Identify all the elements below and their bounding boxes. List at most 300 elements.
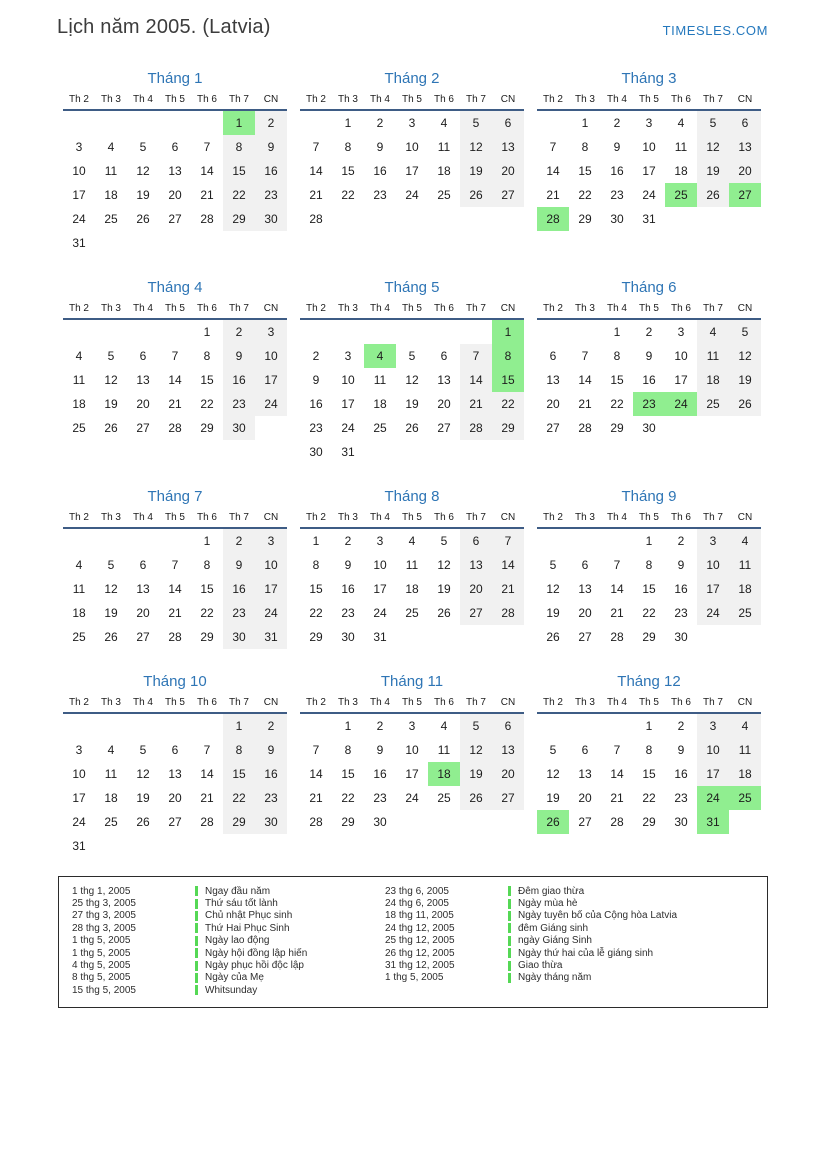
day-cell — [601, 714, 633, 738]
day-cell: 24 — [697, 786, 729, 810]
day-cell: 3 — [376, 534, 384, 548]
day-cell — [665, 416, 697, 440]
day-cell: 25 — [72, 630, 86, 644]
months-grid — [63, 70, 763, 858]
day-cell: 19 — [104, 397, 118, 411]
weekday-label: Th 3 — [337, 512, 358, 523]
month-title-link[interactable]: Tháng 2 — [384, 70, 440, 87]
legend-item — [72, 959, 385, 971]
day-cell: 6 — [492, 111, 524, 135]
day-cell — [460, 810, 492, 834]
day-cell: 18 — [729, 762, 761, 786]
week-row — [63, 577, 287, 601]
legend-date: 4 thg 5, 2005 — [72, 960, 131, 972]
weekday-label: Th 2 — [68, 303, 89, 314]
day-cell: 23 — [255, 183, 287, 207]
day-cell: 21 — [309, 791, 323, 805]
weekday-label: Th 7 — [702, 697, 723, 708]
day-cell: 16 — [223, 368, 255, 392]
day-cell — [460, 440, 492, 464]
week-row — [63, 553, 287, 577]
day-cell: 14 — [610, 767, 624, 781]
legend-holiday-name: Chủ nhật Phục sinh — [205, 910, 293, 922]
weekday-label: Th 7 — [465, 512, 486, 523]
day-cell: 24 — [255, 392, 287, 416]
week-row — [63, 231, 287, 255]
day-cell: 6 — [581, 558, 589, 572]
weekday-label: Th 3 — [574, 303, 595, 314]
day-cell: 19 — [697, 159, 729, 183]
legend-date: 27 thg 3, 2005 — [72, 910, 136, 922]
day-cell: 22 — [223, 183, 255, 207]
day-cell: 21 — [168, 397, 182, 411]
day-cell: 8 — [203, 558, 211, 572]
day-cell: 31 — [72, 236, 86, 250]
day-cell: 30 — [674, 630, 688, 644]
holiday-marker-bar — [195, 936, 198, 946]
week-row — [537, 416, 761, 440]
weekday-label: Th 6 — [670, 512, 691, 523]
day-cell: 15 — [492, 368, 524, 392]
month-title-link[interactable]: Tháng 6 — [621, 279, 677, 296]
day-cell: 9 — [223, 553, 255, 577]
day-cell: 20 — [546, 397, 560, 411]
day-cell: 6 — [460, 529, 492, 553]
week-row — [63, 392, 287, 416]
day-cell: 3 — [408, 719, 416, 733]
day-cell: 27 — [168, 212, 182, 226]
day-cell: 2 — [677, 719, 685, 733]
legend-date: 24 thg 6, 2005 — [385, 898, 449, 910]
day-cell — [460, 625, 492, 649]
weekday-header-row — [63, 302, 287, 320]
legend-holiday-name: Đêm giao thừa — [518, 885, 585, 897]
day-cell: 1 — [223, 714, 255, 738]
month-10 — [63, 673, 287, 858]
legend-item — [385, 935, 761, 947]
day-cell: 19 — [729, 368, 761, 392]
day-cell — [697, 416, 729, 440]
day-cell: 3 — [75, 140, 83, 154]
legend-holiday-name: Ngay đầu năm — [205, 885, 271, 897]
holiday-marker-bar — [195, 923, 198, 933]
day-cell: 8 — [223, 135, 255, 159]
day-cell: 12 — [546, 767, 560, 781]
month-title-link[interactable]: Tháng 4 — [147, 279, 203, 296]
day-cell: 8 — [492, 344, 524, 368]
weekday-label: Th 2 — [542, 303, 563, 314]
weekday-label: Th 2 — [305, 94, 326, 105]
day-cell: 7 — [549, 140, 557, 154]
day-cell: 29 — [200, 630, 214, 644]
day-cell: 14 — [492, 553, 524, 577]
weekday-label: Th 6 — [433, 697, 454, 708]
day-cell: 7 — [203, 140, 211, 154]
day-cell: 4 — [440, 719, 448, 733]
weekday-label: Th 5 — [638, 94, 659, 105]
day-cell: 18 — [428, 762, 460, 786]
day-cell: 13 — [546, 373, 560, 387]
day-cell: 1 — [223, 111, 255, 135]
day-cell: 17 — [697, 762, 729, 786]
day-cell: 14 — [460, 368, 492, 392]
holiday-marker-bar — [195, 985, 198, 995]
day-cell: 11 — [72, 582, 86, 596]
day-cell: 28 — [537, 207, 569, 231]
day-cell: 4 — [729, 529, 761, 553]
day-cell: 16 — [642, 373, 656, 387]
day-cell — [127, 834, 159, 858]
day-cell: 17 — [72, 188, 86, 202]
day-cell — [492, 810, 524, 834]
legend-item — [72, 922, 385, 934]
day-cell: 25 — [697, 392, 729, 416]
weekday-label: Th 3 — [337, 303, 358, 314]
day-cell: 1 — [581, 116, 589, 130]
week-row — [300, 440, 524, 464]
legend-date: 18 thg 11, 2005 — [385, 910, 454, 922]
day-cell: 7 — [613, 743, 621, 757]
day-cell: 9 — [312, 373, 320, 387]
day-cell — [428, 320, 460, 344]
day-cell: 14 — [200, 767, 214, 781]
weekday-label: Th 3 — [100, 303, 121, 314]
day-cell: 8 — [312, 558, 320, 572]
week-row — [63, 183, 287, 207]
weekday-header-row — [63, 93, 287, 111]
day-cell: 9 — [677, 743, 685, 757]
day-cell: 17 — [405, 767, 419, 781]
day-cell — [697, 207, 729, 231]
weekday-label: Th 3 — [574, 94, 595, 105]
day-cell: 20 — [492, 159, 524, 183]
weekday-label: Th 6 — [433, 303, 454, 314]
day-cell: 21 — [309, 188, 323, 202]
week-row — [537, 368, 761, 392]
day-cell — [63, 320, 95, 344]
day-cell — [95, 714, 127, 738]
day-cell: 7 — [171, 558, 179, 572]
weekday-header-row — [537, 511, 761, 529]
day-cell: 10 — [72, 767, 86, 781]
day-cell: 22 — [341, 791, 355, 805]
day-cell — [428, 440, 460, 464]
day-cell — [396, 207, 428, 231]
week-row — [537, 601, 761, 625]
day-cell — [729, 207, 761, 231]
week-row — [300, 810, 524, 834]
holiday-marker-bar — [508, 899, 511, 909]
day-cell: 9 — [223, 344, 255, 368]
day-cell: 17 — [674, 373, 688, 387]
day-cell: 29 — [642, 815, 656, 829]
day-cell: 23 — [309, 421, 323, 435]
brand-link[interactable]: TIMESLES.COM — [662, 23, 768, 38]
day-cell: 18 — [437, 164, 451, 178]
weekday-label: Th 3 — [100, 94, 121, 105]
day-cell: 29 — [223, 810, 255, 834]
weekday-label: Th 5 — [638, 512, 659, 523]
weekday-label: Th 2 — [542, 512, 563, 523]
day-cell: 21 — [200, 188, 214, 202]
weekday-label: CN — [500, 303, 516, 314]
legend-item — [385, 959, 761, 971]
day-cell: 7 — [312, 743, 320, 757]
month-title-link[interactable]: Tháng 11 — [380, 673, 444, 690]
day-cell: 18 — [697, 368, 729, 392]
week-row — [537, 553, 761, 577]
day-cell: 2 — [613, 116, 621, 130]
legend-holiday-name: Ngày tháng năm — [518, 972, 592, 984]
month-title-link[interactable]: Tháng 12 — [617, 673, 681, 690]
day-cell: 26 — [729, 392, 761, 416]
day-cell: 13 — [578, 767, 592, 781]
month-title-link[interactable]: Tháng 7 — [147, 488, 203, 505]
day-cell: 3 — [344, 349, 352, 363]
day-cell — [428, 625, 460, 649]
day-cell: 28 — [200, 212, 214, 226]
day-cell: 8 — [344, 140, 352, 154]
month-title-link[interactable]: Tháng 9 — [621, 488, 677, 505]
day-cell: 4 — [408, 534, 416, 548]
week-row — [537, 183, 761, 207]
day-cell: 8 — [203, 349, 211, 363]
day-cell: 8 — [645, 558, 653, 572]
day-cell: 9 — [376, 140, 384, 154]
day-cell: 22 — [200, 397, 214, 411]
day-cell: 7 — [171, 349, 179, 363]
day-cell: 24 — [72, 212, 86, 226]
holiday-marker-bar — [195, 973, 198, 983]
day-cell: 4 — [364, 344, 396, 368]
weekday-label: CN — [263, 94, 279, 105]
day-cell — [569, 529, 601, 553]
day-cell: 3 — [75, 743, 83, 757]
legend-holiday-name: Thứ Hai Phục Sinh — [205, 922, 290, 934]
weekday-label: Th 3 — [337, 697, 358, 708]
day-cell — [396, 625, 428, 649]
month-8 — [300, 488, 524, 649]
day-cell: 21 — [546, 188, 560, 202]
weekday-label: Th 5 — [164, 303, 185, 314]
legend-date: 24 thg 12, 2005 — [385, 922, 455, 934]
day-cell: 5 — [139, 743, 147, 757]
day-cell: 12 — [136, 767, 150, 781]
day-cell: 19 — [460, 762, 492, 786]
day-cell: 10 — [697, 553, 729, 577]
legend-item — [385, 910, 761, 922]
weekday-label: Th 5 — [164, 94, 185, 105]
page-title: Lịch năm 2005. (Latvia) — [57, 16, 271, 38]
day-cell — [332, 320, 364, 344]
day-cell: 7 — [460, 344, 492, 368]
day-cell — [223, 231, 255, 255]
holiday-marker-bar — [508, 923, 511, 933]
day-cell: 28 — [460, 416, 492, 440]
day-cell: 5 — [549, 743, 557, 757]
weekday-label: Th 6 — [670, 697, 691, 708]
weekday-label: Th 4 — [132, 697, 153, 708]
day-cell: 28 — [200, 815, 214, 829]
weekday-label: Th 4 — [606, 303, 627, 314]
week-row — [537, 810, 761, 834]
legend-item — [72, 897, 385, 909]
day-cell: 17 — [373, 582, 387, 596]
day-cell: 29 — [610, 421, 624, 435]
weekday-header-row — [63, 696, 287, 714]
day-cell: 27 — [492, 786, 524, 810]
day-cell — [191, 834, 223, 858]
day-cell: 4 — [107, 743, 115, 757]
day-cell: 8 — [613, 349, 621, 363]
day-cell: 27 — [136, 421, 150, 435]
day-cell — [159, 714, 191, 738]
day-cell: 25 — [104, 815, 118, 829]
day-cell: 29 — [578, 212, 592, 226]
month-title-link[interactable]: Tháng 8 — [384, 488, 440, 505]
day-cell — [569, 714, 601, 738]
day-cell: 14 — [610, 582, 624, 596]
day-cell: 26 — [697, 183, 729, 207]
weekday-label: Th 6 — [196, 94, 217, 105]
day-cell: 13 — [168, 164, 182, 178]
holiday-marker-bar — [508, 911, 511, 921]
day-cell: 15 — [341, 164, 355, 178]
day-cell: 20 — [578, 606, 592, 620]
week-row — [300, 762, 524, 786]
day-cell: 5 — [107, 349, 115, 363]
day-cell: 21 — [578, 397, 592, 411]
month-title-link[interactable]: Tháng 10 — [143, 673, 207, 690]
legend-holiday-name: ngày Giáng Sinh — [518, 935, 592, 947]
day-cell — [537, 714, 569, 738]
weekday-label: Th 5 — [164, 697, 185, 708]
day-cell: 10 — [697, 738, 729, 762]
weekday-label: Th 4 — [606, 697, 627, 708]
day-cell: 12 — [104, 373, 118, 387]
weekday-label: Th 2 — [542, 94, 563, 105]
day-cell — [364, 440, 396, 464]
day-cell: 5 — [460, 714, 492, 738]
month-title-link[interactable]: Tháng 3 — [621, 70, 677, 87]
day-cell: 29 — [200, 421, 214, 435]
day-cell: 27 — [546, 421, 560, 435]
day-cell: 20 — [168, 791, 182, 805]
weekday-label: Th 4 — [369, 303, 390, 314]
day-cell — [396, 810, 428, 834]
day-cell: 30 — [674, 815, 688, 829]
legend-column — [72, 885, 385, 997]
day-cell: 10 — [405, 140, 419, 154]
weekday-label: Th 5 — [638, 303, 659, 314]
week-row — [300, 625, 524, 649]
day-cell: 12 — [104, 582, 118, 596]
day-cell — [729, 625, 761, 649]
weekday-label: Th 3 — [337, 94, 358, 105]
day-cell: 6 — [549, 349, 557, 363]
day-cell: 17 — [341, 397, 355, 411]
day-cell: 20 — [437, 397, 451, 411]
holiday-marker-bar — [195, 886, 198, 896]
day-cell: 31 — [72, 839, 86, 853]
day-cell: 11 — [729, 553, 761, 577]
day-cell: 26 — [136, 212, 150, 226]
weekday-label: Th 7 — [465, 303, 486, 314]
week-row — [63, 320, 287, 344]
day-cell: 13 — [136, 582, 150, 596]
day-cell: 27 — [460, 601, 492, 625]
week-row — [63, 368, 287, 392]
day-cell: 21 — [460, 392, 492, 416]
day-cell: 24 — [697, 601, 729, 625]
legend-date: 1 thg 5, 2005 — [385, 972, 444, 984]
day-cell: 5 — [408, 349, 416, 363]
day-cell: 15 — [309, 582, 323, 596]
weekday-label: Th 2 — [542, 697, 563, 708]
holiday-marker-bar — [508, 886, 511, 896]
day-cell: 27 — [578, 630, 592, 644]
day-cell: 25 — [729, 601, 761, 625]
weekday-label: Th 6 — [196, 512, 217, 523]
day-cell: 24 — [405, 188, 419, 202]
day-cell: 25 — [437, 791, 451, 805]
weekday-label: Th 6 — [196, 697, 217, 708]
legend-holiday-name: Thứ sáu tốt lành — [205, 898, 278, 910]
day-cell: 26 — [104, 630, 118, 644]
day-cell: 14 — [168, 582, 182, 596]
legend-date: 25 thg 3, 2005 — [72, 898, 136, 910]
holiday-marker-bar — [195, 911, 198, 921]
legend-item — [72, 935, 385, 947]
week-row — [63, 714, 287, 738]
day-cell: 10 — [255, 344, 287, 368]
week-row — [537, 111, 761, 135]
week-row — [300, 159, 524, 183]
holiday-marker-bar — [508, 973, 511, 983]
week-row — [537, 135, 761, 159]
day-cell — [601, 529, 633, 553]
weekday-label: Th 3 — [574, 697, 595, 708]
legend-holiday-name: Whitsunday — [205, 984, 258, 996]
month-12 — [537, 673, 761, 834]
day-cell: 22 — [309, 606, 323, 620]
week-row — [537, 320, 761, 344]
day-cell: 9 — [376, 743, 384, 757]
day-cell: 5 — [549, 558, 557, 572]
day-cell: 9 — [255, 135, 287, 159]
weekday-label: CN — [263, 697, 279, 708]
day-cell: 3 — [255, 529, 287, 553]
day-cell: 23 — [674, 791, 688, 805]
month-title-link[interactable]: Tháng 5 — [384, 279, 440, 296]
weekday-label: Th 6 — [433, 512, 454, 523]
day-cell: 11 — [104, 164, 118, 178]
day-cell: 9 — [645, 349, 653, 363]
day-cell: 30 — [309, 445, 323, 459]
day-cell: 4 — [440, 116, 448, 130]
day-cell: 23 — [223, 601, 255, 625]
day-cell: 30 — [255, 810, 287, 834]
legend-date: 1 thg 5, 2005 — [72, 935, 131, 947]
month-title-link[interactable]: Tháng 1 — [147, 70, 203, 87]
day-cell: 19 — [546, 606, 560, 620]
weekday-label: CN — [263, 512, 279, 523]
weekday-label: Th 4 — [369, 94, 390, 105]
day-cell — [63, 714, 95, 738]
week-row — [63, 135, 287, 159]
month-3 — [537, 70, 761, 231]
week-row — [300, 392, 524, 416]
